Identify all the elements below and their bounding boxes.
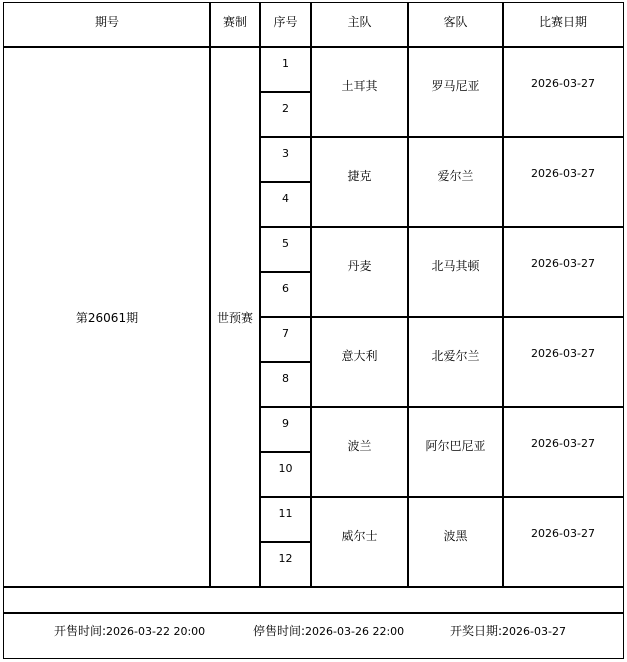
footer-row [3, 612, 624, 659]
sale-start-value: 2026-03-22 20:00 [106, 625, 206, 638]
draw-date-label: 开奖日期: [450, 624, 503, 638]
away-team-cell: 爱尔兰 [407, 136, 504, 228]
seq-cell: 10 [259, 451, 312, 498]
seq-cell: 9 [259, 406, 312, 453]
match-date-cell: 2026-03-27 [502, 406, 624, 498]
match-date-cell: 2026-03-27 [502, 496, 624, 588]
header-period: 期号 [3, 2, 211, 48]
home-team-cell: 丹麦 [310, 226, 409, 318]
away-team-cell: 北马其顿 [407, 226, 504, 318]
match-date-cell: 2026-03-27 [502, 136, 624, 228]
header-seq: 序号 [259, 2, 312, 48]
seq-cell: 1 [259, 46, 312, 93]
seq-cell: 2 [259, 91, 312, 138]
away-team-cell: 北爱尔兰 [407, 316, 504, 408]
period-value: 第26061期 [3, 46, 211, 588]
home-team-cell: 捷克 [310, 136, 409, 228]
away-team-cell: 阿尔巴尼亚 [407, 406, 504, 498]
away-team-cell: 罗马尼亚 [407, 46, 504, 138]
seq-cell: 4 [259, 181, 312, 228]
seq-cell: 7 [259, 316, 312, 363]
blank-row [3, 586, 624, 614]
seq-cell: 12 [259, 541, 312, 588]
sale-start-label: 开售时间: [54, 624, 107, 638]
seq-cell: 6 [259, 271, 312, 318]
match-date-cell: 2026-03-27 [502, 46, 624, 138]
match-date-cell: 2026-03-27 [502, 316, 624, 408]
header-away: 客队 [407, 2, 504, 48]
seq-cell: 5 [259, 226, 312, 273]
header-home: 主队 [310, 2, 409, 48]
header-format: 赛制 [209, 2, 261, 48]
header-date: 比赛日期 [502, 2, 624, 48]
match-date-cell: 2026-03-27 [502, 226, 624, 318]
sale-start [54, 622, 205, 639]
away-team-cell: 波黑 [407, 496, 504, 588]
home-team-cell: 土耳其 [310, 46, 409, 138]
sale-stop-label: 停售时间: [253, 624, 306, 638]
draw-date [450, 622, 566, 639]
sale-stop-value: 2026-03-26 22:00 [305, 625, 405, 638]
seq-cell: 11 [259, 496, 312, 543]
home-team-cell: 波兰 [310, 406, 409, 498]
draw-date-value: 2026-03-27 [502, 625, 566, 638]
format-value: 世预赛 [209, 46, 261, 588]
sale-stop [253, 622, 404, 639]
home-team-cell: 威尔士 [310, 496, 409, 588]
seq-cell: 3 [259, 136, 312, 183]
seq-cell: 8 [259, 361, 312, 408]
home-team-cell: 意大利 [310, 316, 409, 408]
